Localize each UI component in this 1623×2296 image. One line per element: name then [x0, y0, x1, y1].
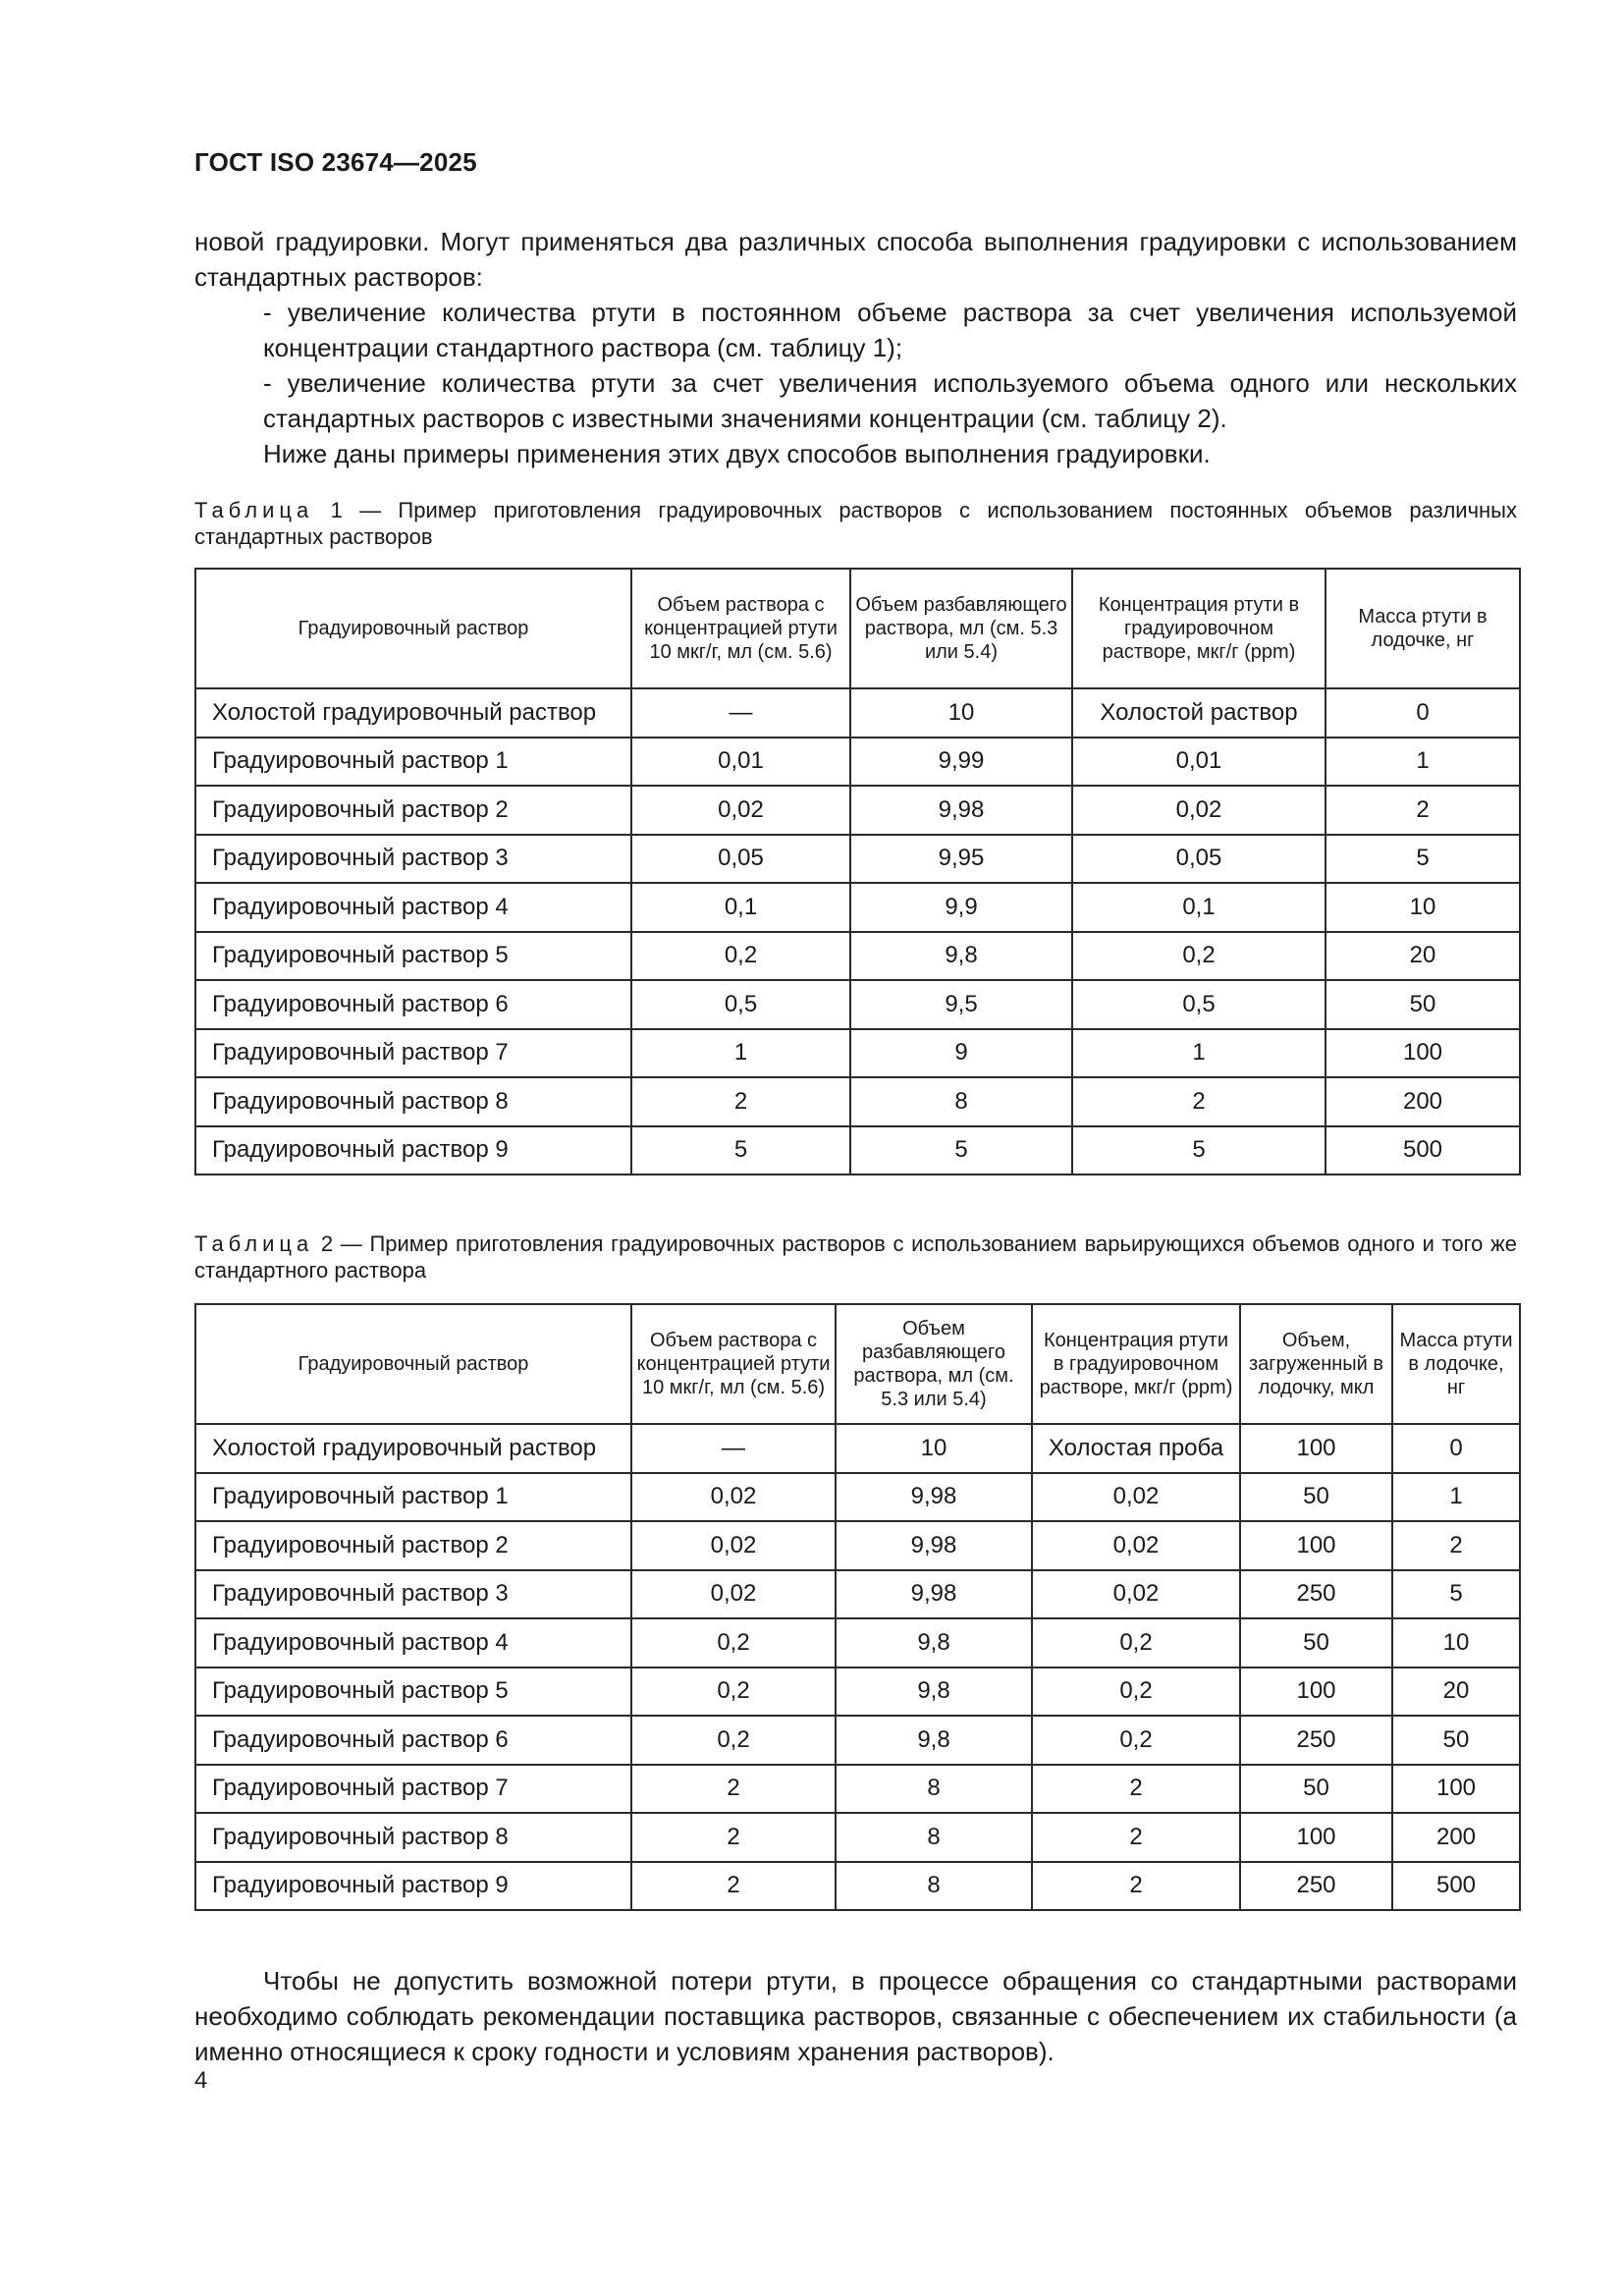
table-cell: 0,02: [1032, 1570, 1240, 1619]
table-cell: 1: [1392, 1473, 1520, 1522]
table2-caption: [194, 1230, 1517, 1284]
table-row: [195, 1813, 1520, 1862]
table-cell: —: [631, 1424, 836, 1473]
table-cell: Градуировочный раствор 1: [195, 1473, 631, 1522]
table-cell: Холостой градуировочный раствор: [195, 1424, 631, 1473]
table-cell: 1: [631, 1029, 850, 1078]
table-row: [195, 835, 1520, 884]
conclusion-section: [194, 1963, 1517, 2069]
table-cell: 100: [1392, 1765, 1520, 1814]
table-cell: 250: [1240, 1570, 1392, 1619]
table-cell: 0,01: [1072, 738, 1325, 787]
table-cell: Градуировочный раствор 8: [195, 1077, 631, 1126]
table-cell: 9: [850, 1029, 1072, 1078]
table-cell: 2: [1072, 1077, 1325, 1126]
table1-caption-text: 1 — Пример приготовления градуировочных растворов с использованием постоянных объемов различных стандартных растворов: [194, 498, 1517, 549]
table-cell: 9,9: [850, 883, 1072, 932]
table-row: [195, 1126, 1520, 1175]
table-cell: 0,1: [1072, 883, 1325, 932]
table-cell: 8: [850, 1077, 1072, 1126]
table-cell: 10: [836, 1424, 1032, 1473]
table-cell: 5: [850, 1126, 1072, 1175]
table-cell: 9,98: [836, 1473, 1032, 1522]
table-cell: Холостой раствор: [1072, 688, 1325, 738]
table-cell: 2: [631, 1077, 850, 1126]
table-cell: 250: [1240, 1862, 1392, 1911]
list-item-2: - увеличение количества ртути за счет увеличения используемого объема одного или нескольких стандартных растворов с известными значениями концентрации (см. таблицу 2).: [263, 368, 1517, 433]
table1-header-cell: Объем раствора с концентрацией ртути 10 мкг/г, мл (см. 5.6): [631, 569, 850, 688]
table2-body: [195, 1424, 1520, 1910]
table-cell: 0: [1325, 688, 1520, 738]
table1-header-cell: Масса ртути в лодочке, нг: [1325, 569, 1520, 688]
table-cell: 2: [631, 1765, 836, 1814]
table-cell: 100: [1240, 1813, 1392, 1862]
table1-header-cell: Объем разбавляющего раствора, мл (см. 5.3 или 5.4): [850, 569, 1072, 688]
table-cell: 0,02: [1032, 1473, 1240, 1522]
table-cell: 0: [1392, 1424, 1520, 1473]
table-cell: 50: [1240, 1473, 1392, 1522]
table-cell: 100: [1240, 1667, 1392, 1717]
table-row: [195, 786, 1520, 835]
table-cell: 5: [1325, 835, 1520, 884]
table-cell: 0,02: [631, 1521, 836, 1570]
table1-caption: [194, 497, 1517, 550]
table-cell: 20: [1325, 932, 1520, 981]
table-cell: 0,1: [631, 883, 850, 932]
table-cell: Градуировочный раствор 8: [195, 1813, 631, 1862]
table1-header-cell: Градуировочный раствор: [195, 569, 631, 688]
table-cell: Градуировочный раствор 3: [195, 835, 631, 884]
table-cell: 9,8: [850, 932, 1072, 981]
table-row: [195, 1667, 1520, 1717]
table-cell: 9,98: [836, 1521, 1032, 1570]
table-cell: 8: [836, 1862, 1032, 1911]
table1-header-cell: Концентрация ртути в градуировочном растворе, мкг/г (ppm): [1072, 569, 1325, 688]
table1-body: [195, 688, 1520, 1175]
table-cell: 50: [1240, 1618, 1392, 1667]
table-row: [195, 1862, 1520, 1911]
table-cell: Градуировочный раствор 9: [195, 1126, 631, 1175]
table-cell: 2: [1392, 1521, 1520, 1570]
table2-caption-text: 2 — Пример приготовления градуировочных растворов с использованием варьирующихся объемов одного и того же стандартного раствора: [194, 1231, 1517, 1283]
table-cell: 9,5: [850, 980, 1072, 1029]
table-row: [195, 883, 1520, 932]
table-cell: 100: [1240, 1424, 1392, 1473]
table-row: [195, 1473, 1520, 1522]
table-cell: Градуировочный раствор 9: [195, 1862, 631, 1911]
table-cell: 0,5: [1072, 980, 1325, 1029]
table-cell: Градуировочный раствор 6: [195, 980, 631, 1029]
table2-header-cell: Объем разбавляющего раствора, мл (см. 5.3 или 5.4): [836, 1304, 1032, 1424]
table-row: [195, 1424, 1520, 1473]
table-cell: Градуировочный раствор 4: [195, 883, 631, 932]
table-cell: 9,98: [850, 786, 1072, 835]
table1-caption-word: Таблица: [194, 498, 314, 522]
table-cell: 2: [1032, 1862, 1240, 1911]
table-cell: 500: [1325, 1126, 1520, 1175]
table-row: [195, 1716, 1520, 1765]
table1: [194, 568, 1521, 1175]
table-cell: 0,2: [1032, 1667, 1240, 1717]
table-row: [195, 1618, 1520, 1667]
table-row: [195, 1521, 1520, 1570]
table-cell: 8: [836, 1765, 1032, 1814]
table-cell: 0,2: [631, 1618, 836, 1667]
table-cell: 2: [1325, 786, 1520, 835]
table2-header-cell: Объем раствора с концентрацией ртути 10 мкг/г, мл (см. 5.6): [631, 1304, 836, 1424]
table-cell: 20: [1392, 1667, 1520, 1717]
table2-caption-word: Таблица: [194, 1231, 314, 1256]
table-cell: 100: [1325, 1029, 1520, 1078]
table-cell: 9,95: [850, 835, 1072, 884]
page-number: 4: [194, 2067, 208, 2094]
table-cell: 100: [1240, 1521, 1392, 1570]
table-cell: Холостая проба: [1032, 1424, 1240, 1473]
table-cell: 0,2: [631, 1667, 836, 1717]
table-cell: 8: [836, 1813, 1032, 1862]
table-cell: Градуировочный раствор 1: [195, 738, 631, 787]
table-cell: Градуировочный раствор 2: [195, 1521, 631, 1570]
table-cell: 2: [631, 1862, 836, 1911]
table2-header-cell: Градуировочный раствор: [195, 1304, 631, 1424]
table-cell: 2: [631, 1813, 836, 1862]
table-cell: 9,8: [836, 1618, 1032, 1667]
table-cell: 0,05: [1072, 835, 1325, 884]
table2-header-row: [195, 1304, 1520, 1424]
table-cell: 0,2: [1032, 1618, 1240, 1667]
table-cell: 50: [1325, 980, 1520, 1029]
table-cell: Градуировочный раствор 2: [195, 786, 631, 835]
table-cell: 0,2: [1032, 1716, 1240, 1765]
table-cell: 0,05: [631, 835, 850, 884]
table2: [194, 1303, 1521, 1911]
table-cell: 9,99: [850, 738, 1072, 787]
intro-paragraph-2: Ниже даны примеры применения этих двух способов выполнения градуировки.: [263, 439, 1211, 468]
table-cell: Градуировочный раствор 7: [195, 1029, 631, 1078]
table-cell: Градуировочный раствор 4: [195, 1618, 631, 1667]
table2-header-cell: Объем, загруженный в лодочку, мкл: [1240, 1304, 1392, 1424]
table-cell: 10: [1392, 1618, 1520, 1667]
table-row: [195, 1029, 1520, 1078]
table-cell: 9,98: [836, 1570, 1032, 1619]
table-cell: Градуировочный раствор 5: [195, 1667, 631, 1717]
table-cell: 1: [1325, 738, 1520, 787]
table-cell: 200: [1392, 1813, 1520, 1862]
table-cell: 10: [1325, 883, 1520, 932]
table-cell: 0,02: [631, 786, 850, 835]
table-row: [195, 980, 1520, 1029]
table-cell: 10: [850, 688, 1072, 738]
table-cell: Градуировочный раствор 6: [195, 1716, 631, 1765]
table-cell: 0,02: [1032, 1521, 1240, 1570]
table-cell: 0,2: [1072, 932, 1325, 981]
conclusion-paragraph: Чтобы не допустить возможной потери ртути, в процессе обращения со стандартными растворами необходимо соблюдать рекомендации поставщика растворов, связанные с обеспечением их стабильности (а именно относящиеся к сроку годности и условиям хранения растворов).: [194, 1966, 1517, 2066]
table2-header-cell: Масса ртути в лодочке, нг: [1392, 1304, 1520, 1424]
table1-header-row: [195, 569, 1520, 688]
table-row: [195, 688, 1520, 738]
table-row: [195, 932, 1520, 981]
table-cell: 50: [1240, 1765, 1392, 1814]
table-row: [195, 1765, 1520, 1814]
table-row: [195, 1077, 1520, 1126]
table-cell: 0,2: [631, 932, 850, 981]
table-cell: Градуировочный раствор 3: [195, 1570, 631, 1619]
table-cell: 50: [1392, 1716, 1520, 1765]
table-cell: Градуировочный раствор 5: [195, 932, 631, 981]
table-cell: Холостой градуировочный раствор: [195, 688, 631, 738]
table-cell: 1: [1072, 1029, 1325, 1078]
table-cell: Градуировочный раствор 7: [195, 1765, 631, 1814]
list-item-1: - увеличение количества ртути в постоянном объеме раствора за счет увеличения используемой концентрации стандартного раствора (см. таблицу 1);: [263, 298, 1517, 362]
table-cell: 250: [1240, 1716, 1392, 1765]
table-cell: 500: [1392, 1862, 1520, 1911]
table-cell: 200: [1325, 1077, 1520, 1126]
table2-header-cell: Концентрация ртути в градуировочном растворе, мкг/г (ppm): [1032, 1304, 1240, 1424]
document-header: ГОСТ ISO 23674—2025: [194, 147, 477, 177]
table-cell: 5: [1392, 1570, 1520, 1619]
table-cell: 2: [1032, 1765, 1240, 1814]
table-cell: 9,8: [836, 1667, 1032, 1717]
table-cell: 5: [631, 1126, 850, 1175]
intro-paragraph: новой градуировки. Могут применяться два различных способа выполнения градуировки с использованием стандартных растворов:: [194, 227, 1517, 292]
table-cell: —: [631, 688, 850, 738]
table-cell: 5: [1072, 1126, 1325, 1175]
table-cell: 0,5: [631, 980, 850, 1029]
table-cell: 0,02: [1072, 786, 1325, 835]
table-cell: 0,02: [631, 1473, 836, 1522]
table-row: [195, 738, 1520, 787]
table-row: [195, 1570, 1520, 1619]
table-cell: 2: [1032, 1813, 1240, 1862]
intro-section: [194, 224, 1517, 471]
table-cell: 0,01: [631, 738, 850, 787]
table-cell: 0,02: [631, 1570, 836, 1619]
table-cell: 9,8: [836, 1716, 1032, 1765]
table-cell: 0,2: [631, 1716, 836, 1765]
